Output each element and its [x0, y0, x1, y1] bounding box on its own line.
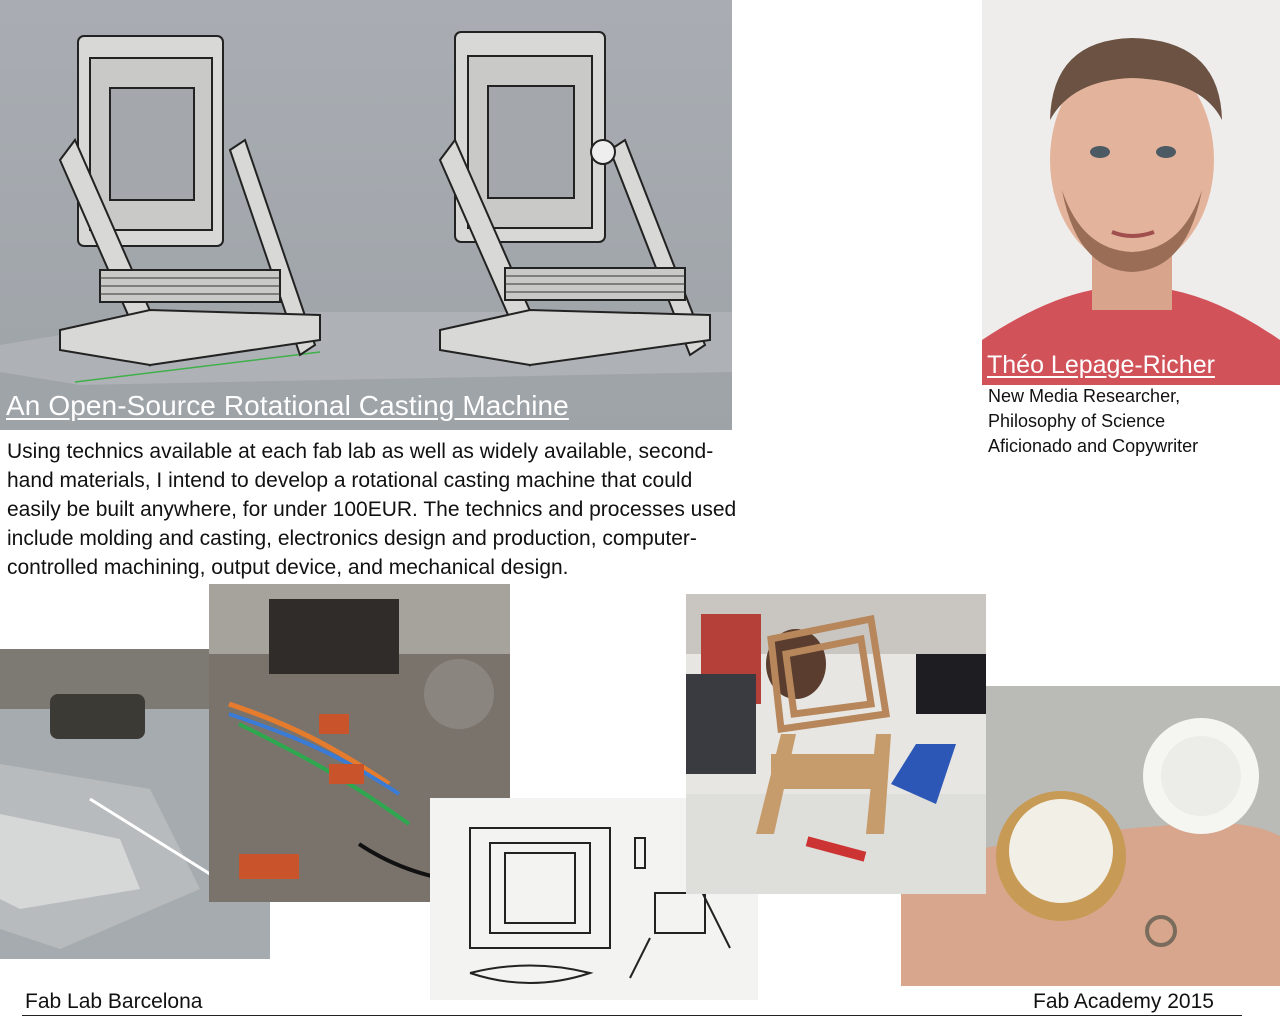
project-description: Using technics available at each fab lab as well as widely available, second-hand materials, I intend to develop a rotational casting machine that could easily be built anywhere, for under 100EUR. The technics and processes used include molding and casting, electronics design and production, computer-controlled machining, output device, and mechanical design.: [7, 440, 737, 579]
project-title[interactable]: An Open-Source Rotational Casting Machine: [6, 390, 569, 421]
author-role-line: New Media Researcher,: [988, 386, 1181, 406]
footer-program-name: Fab Academy 2015: [1033, 990, 1214, 1013]
prototype-lab-photo: [686, 594, 986, 894]
author-portrait-image: [982, 0, 1280, 385]
author-name[interactable]: Théo Lepage-Richer: [987, 351, 1215, 379]
cad-drawing: [0, 0, 732, 430]
author-role-line: Philosophy of Science: [988, 411, 1166, 431]
author-role-line: Aficionado and Copywriter: [988, 436, 1199, 456]
footer-divider: [22, 1015, 1242, 1016]
footer-lab-name: Fab Lab Barcelona: [25, 990, 203, 1013]
cad-render-image: [0, 0, 732, 430]
author-role: [988, 384, 1198, 459]
